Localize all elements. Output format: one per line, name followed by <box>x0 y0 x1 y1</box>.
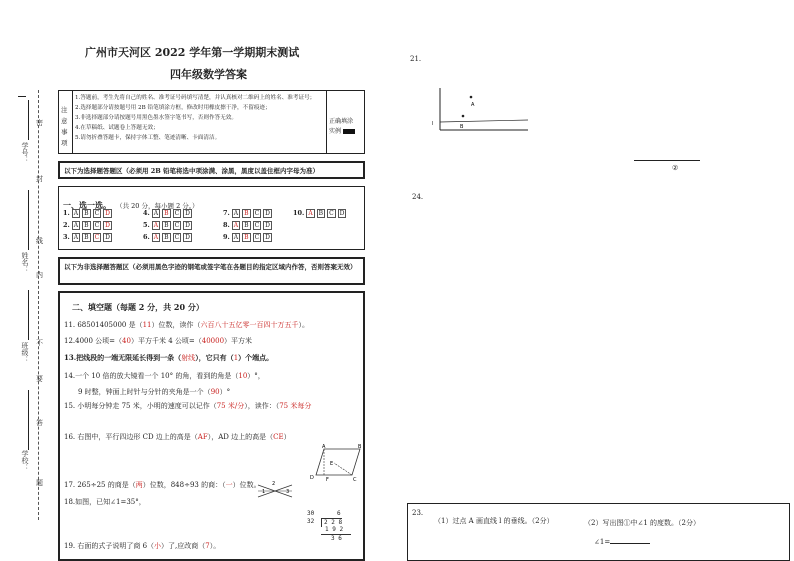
seal-char: 内 <box>36 271 43 279</box>
choice-option[interactable]: B <box>244 222 249 229</box>
choice-option[interactable]: B <box>84 234 89 241</box>
choice-number: 1. <box>63 209 70 217</box>
choice-section-banner: 以下为选择题答题区（必须用 2B 铅笔将选中项涂满、涂黑，黑度以盖住框内字母为准） <box>58 161 365 179</box>
choice-number: 2. <box>63 221 70 229</box>
notice-box <box>58 90 365 154</box>
seal-char: 要 <box>36 375 43 383</box>
choice-number: 7. <box>223 209 230 217</box>
choice-number: 4. <box>143 209 150 217</box>
choice-option[interactable]: A <box>153 234 159 241</box>
school-label: 学校： <box>21 450 29 471</box>
seal-char: 线 <box>36 237 43 245</box>
section-one-title: 一、选一选。 <box>63 200 111 210</box>
example-label: 正确填涂实例 <box>329 118 354 135</box>
choice-option[interactable]: C <box>174 210 180 217</box>
choice-option[interactable]: C <box>174 234 180 241</box>
section-one-box <box>58 186 365 250</box>
fig-letter-e: E <box>330 461 334 467</box>
svg-text:3: 3 <box>286 489 290 495</box>
name-label: 姓名： <box>21 252 29 273</box>
choice-answer-row <box>143 221 194 230</box>
choice-answer-row <box>223 209 274 218</box>
question-12: 12.4000 公顷=（40）平方千米 4 公顷=（40000）平方米 <box>64 337 253 345</box>
choice-option[interactable]: A <box>73 222 79 229</box>
choice-option[interactable]: D <box>105 234 110 241</box>
choice-option[interactable]: B <box>244 234 249 241</box>
choice-option[interactable]: A <box>153 222 159 229</box>
question-18: 18.如图，已知∠1=35°， <box>64 498 146 506</box>
question-14b: 9 时整，钟面上时针与分针的夹角是一个（90）° <box>78 388 231 396</box>
seal-char: 答 <box>36 419 43 427</box>
choice-option[interactable]: D <box>105 210 110 217</box>
seal-char: 密 <box>36 119 43 127</box>
notice-item: 3.非选择题部分请按题号用黑色墨水签字笔书写，否则作答无效。 <box>75 115 237 121</box>
choice-number: 6. <box>143 233 150 241</box>
choice-option[interactable]: C <box>94 234 100 241</box>
choice-option[interactable]: A <box>233 210 239 217</box>
choice-option[interactable]: B <box>318 210 324 217</box>
section-two-box <box>58 291 365 561</box>
svg-text:A: A <box>471 102 475 108</box>
question-14a: 14.一个 10 倍的放大镜看一个 10° 的角，看到的角是（10）°， <box>64 372 265 380</box>
question-19: 19. 右面的式子说明了商 6（小）了,应改商（7）。 <box>64 542 221 550</box>
page-title: 广州市天河区 2022 学年第一学期期末测试 <box>85 46 300 59</box>
notice-label: 注意事项 <box>61 106 68 147</box>
choice-number: 3. <box>63 233 70 241</box>
choice-answer-row <box>223 221 274 230</box>
angle-figure <box>256 481 296 501</box>
choice-option[interactable]: C <box>254 234 260 241</box>
choice-option[interactable]: A <box>233 222 239 229</box>
choice-answer-row <box>143 209 194 218</box>
q23-box: 23. （1）过点 A 画直线 l 的垂线。（2分） （2）写出图①中∠1 的度数。（2分） ∠1= <box>407 503 790 561</box>
choice-answer-row <box>63 233 114 242</box>
choice-option[interactable]: D <box>105 222 110 229</box>
filled-example-box <box>343 129 355 134</box>
svg-text:1: 1 <box>262 489 266 495</box>
fig-letter-a: A <box>322 444 326 450</box>
svg-text:2: 2 <box>272 481 276 487</box>
seal-char: 封 <box>36 175 43 183</box>
svg-text:l: l <box>432 121 434 127</box>
choice-option[interactable]: B <box>164 234 169 241</box>
choice-answer-row <box>143 233 194 242</box>
choice-number: 8. <box>223 221 230 229</box>
small-answer-box <box>368 500 390 501</box>
choice-answer-row <box>223 233 274 242</box>
fig-letter-f: F <box>326 477 329 483</box>
seal-char: 不 <box>36 339 43 347</box>
choice-option[interactable]: B <box>164 222 169 229</box>
choice-option[interactable]: A <box>308 210 313 217</box>
choice-option[interactable]: C <box>254 210 260 217</box>
choice-option[interactable]: C <box>254 222 260 229</box>
choice-number: 5. <box>143 221 150 229</box>
long-division: 30 6 32 2 2 8 1 9 2 3 6 <box>307 510 357 543</box>
q24-label: 24. <box>412 193 424 201</box>
choice-option[interactable]: D <box>265 234 270 241</box>
choice-option[interactable]: C <box>329 210 334 217</box>
fig-letter-d: D <box>310 475 314 481</box>
choice-option[interactable]: D <box>265 222 270 229</box>
section-two-title: 二、填空题（每题 2 分，共 20 分） <box>72 302 204 312</box>
choice-option[interactable]: B <box>244 210 249 217</box>
question-11: 11. 68501405000 是（11）位数，读作（六百八十五亿零一百四十万五千）。 <box>64 321 309 329</box>
choice-answer-row <box>63 221 114 230</box>
choice-answer-row <box>293 209 348 218</box>
question-13: 13.把线段的一端无限延长得到一条（射线），它只有（1）个端点。 <box>64 353 274 362</box>
student-number-label: 学号： <box>21 142 29 163</box>
choice-option[interactable]: A <box>73 234 79 241</box>
choice-answer-row <box>63 209 114 218</box>
q21-circle-label: ② <box>672 164 679 172</box>
seal-char: 题 <box>36 479 43 487</box>
notice-item: 5.请勿折叠答题卡，保持字体工整、笔迹清晰、卡面清洁。 <box>75 135 221 141</box>
q21-answer-line <box>634 160 700 161</box>
choice-option[interactable]: A <box>233 234 239 241</box>
parallelogram-figure <box>306 443 364 483</box>
nonchoice-section-banner: 以下为非选择题答题区（必须用黑色字迹的钢笔或签字笔在各题目的指定区域内作答，否则答案无效） <box>58 257 365 285</box>
choice-option[interactable]: D <box>339 210 345 217</box>
q23-answer: ∠1= <box>594 538 650 546</box>
choice-option[interactable]: D <box>265 210 270 217</box>
choice-option[interactable]: C <box>94 210 100 217</box>
choice-option[interactable]: C <box>174 222 180 229</box>
choice-option[interactable]: B <box>84 222 89 229</box>
choice-option[interactable]: B <box>164 210 169 217</box>
question-15: 15. 小明每分钟走 75 米，小明的速度可以记作（75 米/分），读作：（75 米每分 <box>64 402 312 410</box>
notice-item: 2.选择题部分请按题号用 2B 铅笔填涂方框，修改时用橡皮擦干净，不留痕迹； <box>75 105 271 111</box>
binding-margin <box>0 80 60 520</box>
question-17: 17. 265÷25 的商是（两）位数，848÷93 的商：（一）位数。 <box>64 481 261 489</box>
choice-number: 10. <box>293 209 305 217</box>
class-label: 班级： <box>21 342 29 363</box>
choice-answer-grid <box>63 209 363 249</box>
choice-option[interactable]: D <box>185 234 190 241</box>
choice-option[interactable]: C <box>94 222 100 229</box>
notice-item: 1.答题前，考生先将自己的姓名、准考证号码填写清楚，并认真核对二维码上的姓名、准考证号； <box>75 95 316 101</box>
q21-label: 21. <box>410 55 422 63</box>
choice-option[interactable]: A <box>73 210 79 217</box>
q21-figure <box>428 84 538 140</box>
choice-number: 9. <box>223 233 230 241</box>
page-subtitle: 四年级数学答案 <box>170 68 247 81</box>
question-16: 16. 右图中，平行四边形 CD 边上的高是（AF），AD 边上的高是（CE） <box>64 433 291 441</box>
choice-option[interactable]: A <box>153 210 159 217</box>
choice-option[interactable]: D <box>185 222 190 229</box>
choice-option[interactable]: D <box>185 210 190 217</box>
fig-letter-c: C <box>353 477 357 483</box>
choice-option[interactable]: B <box>84 210 89 217</box>
svg-text:B: B <box>460 124 464 130</box>
fig-letter-b: B <box>358 444 362 450</box>
notice-item: 4.在草稿纸、试题卷上答题无效； <box>75 125 159 131</box>
section-one-note: （共 20 分，每小题 2 分。） <box>116 202 199 210</box>
